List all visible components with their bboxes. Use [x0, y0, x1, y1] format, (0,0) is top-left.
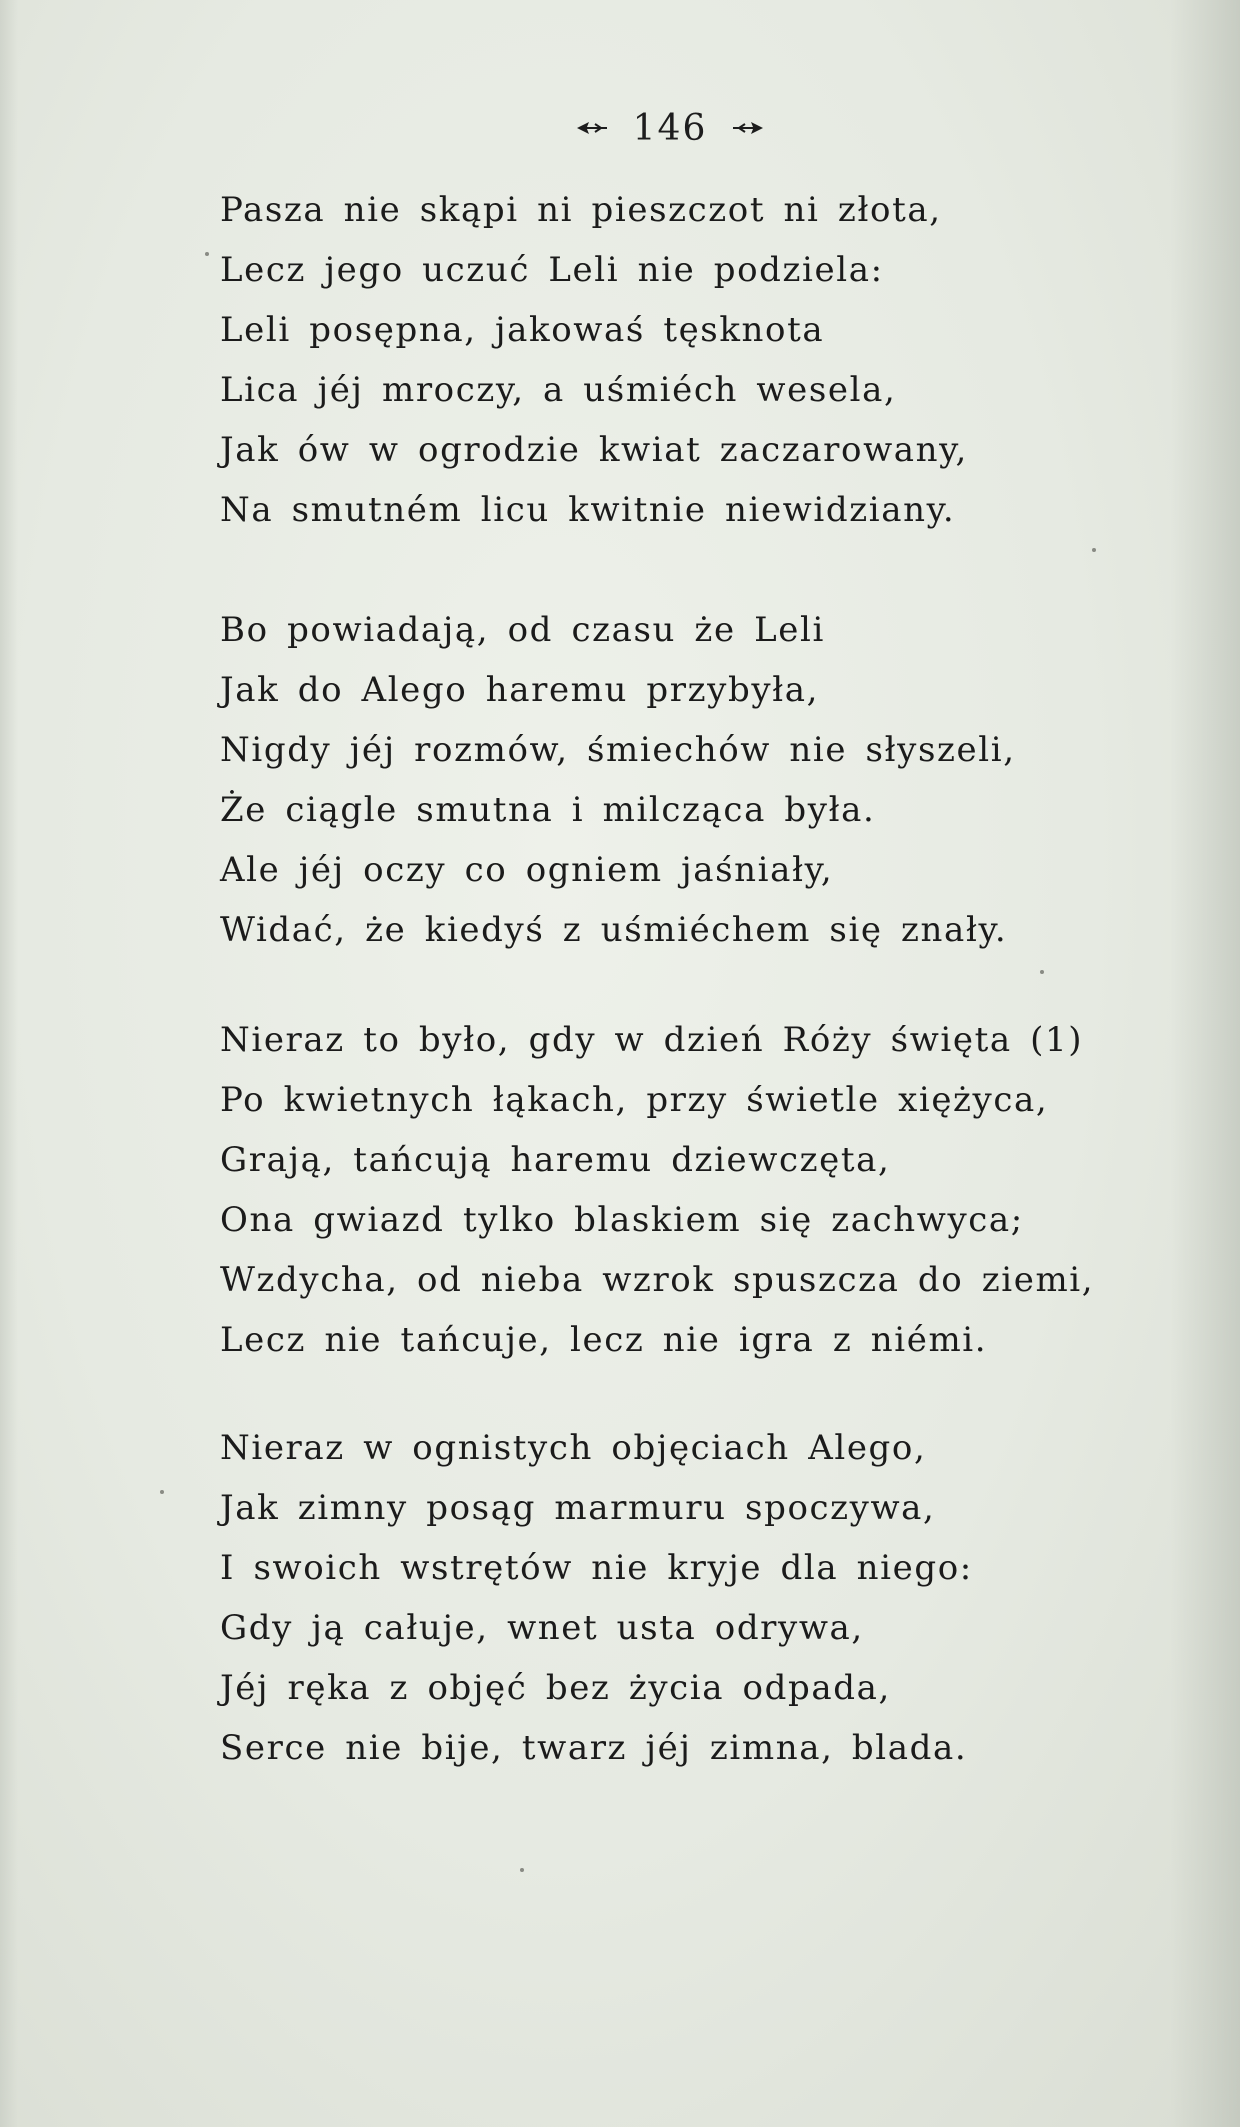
poem-line: Lica jéj mroczy, a uśmiéch wesela,	[220, 370, 897, 410]
poem-line: Na smutném licu kwitnie niewidziany.	[220, 490, 956, 530]
poem-line: Leli posępna, jakowaś tęsknota	[220, 310, 825, 350]
poem-line: Wzdycha, od nieba wzrok spuszcza do ziemi,	[220, 1260, 1095, 1300]
poem-line: Serce nie bije, twarz jéj zimna, blada.	[220, 1728, 968, 1768]
poem-line: Jak do Alego haremu przybyła,	[220, 670, 820, 710]
poem-line: Ale jéj oczy co ogniem jaśniały,	[220, 850, 834, 890]
poem-line: Ona gwiazd tylko blaskiem się zachwyca;	[220, 1200, 1024, 1240]
poem-line: I swoich wstrętów nie kryje dla niego:	[220, 1548, 973, 1588]
poem-line: Lecz jego uczuć Leli nie podziela:	[220, 250, 884, 290]
poem-line: Bo powiadają, od czasu że Leli	[220, 610, 825, 650]
stanza-2	[220, 600, 1016, 960]
poem-line: Grają, tańcują haremu dziewczęta,	[220, 1140, 891, 1180]
poem-line: Że ciągle smutna i milcząca była.	[220, 790, 876, 830]
poem-line: Nieraz to było, gdy w dzień Róży święta (1)	[220, 1020, 1084, 1060]
poem-line: Nigdy jéj rozmów, śmiechów nie słyszeli,	[220, 730, 1016, 770]
left-ornament-icon	[575, 118, 609, 138]
right-ornament-icon	[731, 118, 765, 138]
poem-line: Pasza nie skąpi ni pieszczot ni złota,	[220, 190, 942, 230]
paper-speck	[1092, 548, 1096, 552]
poem-line: Lecz nie tańcuje, lecz nie igra z niémi.	[220, 1320, 988, 1360]
page-number: 146	[632, 107, 708, 149]
poem-line: Jak zimny posąg marmuru spoczywa,	[220, 1488, 936, 1528]
stanza-3	[220, 1010, 1094, 1370]
poem-line: Po kwietnych łąkach, przy świetle xiężyca,	[220, 1080, 1049, 1120]
poem-line: Nieraz w ognistych objęciach Alego,	[220, 1428, 927, 1468]
poem-line: Jak ów w ogrodzie kwiat zaczarowany,	[220, 430, 968, 470]
poem-line: Jéj ręka z objęć bez życia odpada,	[220, 1668, 891, 1708]
paper-speck	[205, 252, 209, 256]
page-left-edge	[0, 0, 18, 2127]
poem-line: Gdy ją całuje, wnet usta odrywa,	[220, 1608, 864, 1648]
poem-line: Widać, że kiedyś z uśmiéchem się znały.	[220, 910, 1008, 950]
paper-speck	[160, 1490, 164, 1494]
paper-speck	[520, 1868, 524, 1872]
page-header	[540, 98, 800, 158]
paper-speck	[1040, 970, 1044, 974]
stanza-1	[220, 180, 968, 540]
stanza-4	[220, 1418, 973, 1778]
page-gutter-shadow	[1170, 0, 1240, 2127]
